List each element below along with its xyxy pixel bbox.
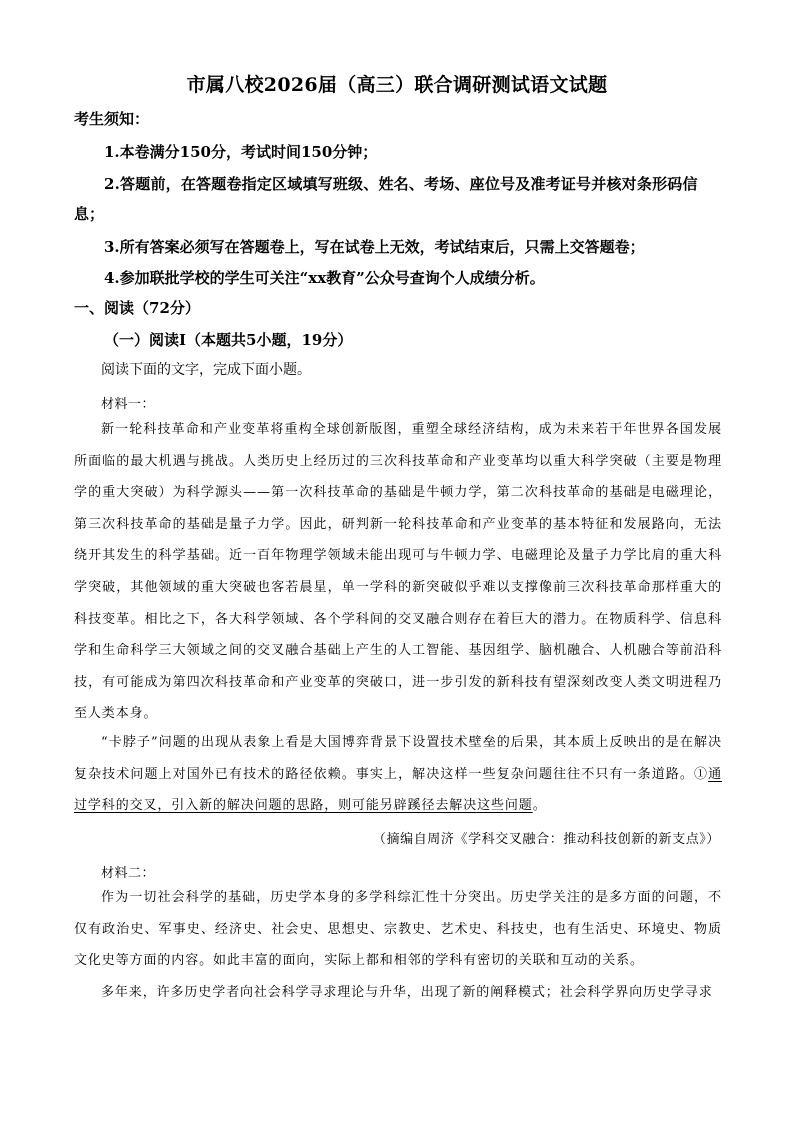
material-1-paragraph-2 xyxy=(74,727,722,822)
exam-title: 市属八校2026届（高三）联合调研测试语文试题 xyxy=(186,74,608,96)
underlined-sentence-1: 通过学科的交叉，引入新的解决问题的思路，则可能另辟蹊径去解决这些问题 xyxy=(74,766,722,814)
material-2-paragraph-1: 作为一切社会科学的基础，历史学本身的多学科综汇性十分突出。历史学关注的是多方面的问题，不仅有政治史、军事史、经济史、社会史、思想史、宗教史、艺术史、科技史，也有生活史、环境史、物质文化史等方面的内容。如此丰富的面向，实际上都和相邻的学科有密切的关联和互动的关系。 xyxy=(74,890,722,969)
notice-heading: 考生须知： xyxy=(74,110,150,128)
notice-item-4: 4.参加联批学校的学生可关注“xx教育”公众号查询个人成绩分析。 xyxy=(104,269,545,287)
material-1-paragraph-2-end: 。 xyxy=(532,798,547,814)
section-heading-reading: 一、阅读（72分） xyxy=(74,299,200,317)
material-1-source: （摘编自周济《学科交叉融合：推动科技创新的新支点》） xyxy=(372,832,720,847)
notice-item-1: 1.本卷满分150分，考试时间150分钟； xyxy=(104,143,378,161)
material-2-label: 材料二： xyxy=(101,866,156,881)
material-1-label: 材料一： xyxy=(101,397,156,412)
notice-item-2-line-2: 息； xyxy=(74,205,105,223)
notice-item-3: 3.所有答案必须写在答题卷上，写在试卷上无效，考试结束后，只需上交答题卷； xyxy=(104,238,645,256)
material-1-paragraph-2-text: “卡脖子”问题的出现从表象上看是大国博弈背景下设置技术壁垒的后果，其本质上反映出的是在解决复杂技术问题上对国外已有技术的路径依赖。事实上，解决这样一些复杂问题往往不只有一条道路。① xyxy=(74,735,722,782)
notice-item-2-line-1: 2.答题前，在答题卷指定区域填写班级、姓名、考场、座位号及准考证号并核对条形码信 xyxy=(104,175,698,193)
subsection-heading-reading-1: （一）阅读Ⅰ（本题共5小题，19分） xyxy=(104,331,353,349)
material-2-paragraph-2: 多年来，许多历史学者向社会科学寻求理论与升华，出现了新的阐释模式；社会科学界向历史学寻求 xyxy=(101,985,713,1000)
material-1-paragraph-1: 新一轮科技革命和产业变革将重构全球创新版图，重塑全球经济结构，成为未来若干年世界各国发展所面临的最大机遇与挑战。人类历史上经历过的三次科技革命和产业变革均以重大科学突破（主要是物理学的重大突破）为科学源头——第一次科技革命的基础是牛顿力学，第二次科技革命的基础是电磁理论，第三次科技革命的基础是量子力学。因此，研判新一轮科技革命和产业变革的基本特征和发展路向，无法绕开其发生的科学基础。近一百年物理学领域未能出现可与牛顿力学、电磁理论及量子力学比肩的重大科学突破，其他领域的重大突破也客若晨星，单一学科的新突破似乎难以支撑像前三次科技革命那样重大的科技变革。相比之下，各大科学领域、各个学科间的交叉融合则存在着巨大的潜力。在物质科学、信息科学和生命科学三大领域之间的交叉融合基础上产生的人工智能、基因组学、脑机融合、人机融合等前沿科技，有可能成为第四次科技革命和产业变革的突破口，进一步引发的新科技有望深刻改变人类文明进程乃至人类本身。 xyxy=(74,422,722,722)
reading-instruction: 阅读下面的文字，完成下面小题。 xyxy=(101,362,311,378)
